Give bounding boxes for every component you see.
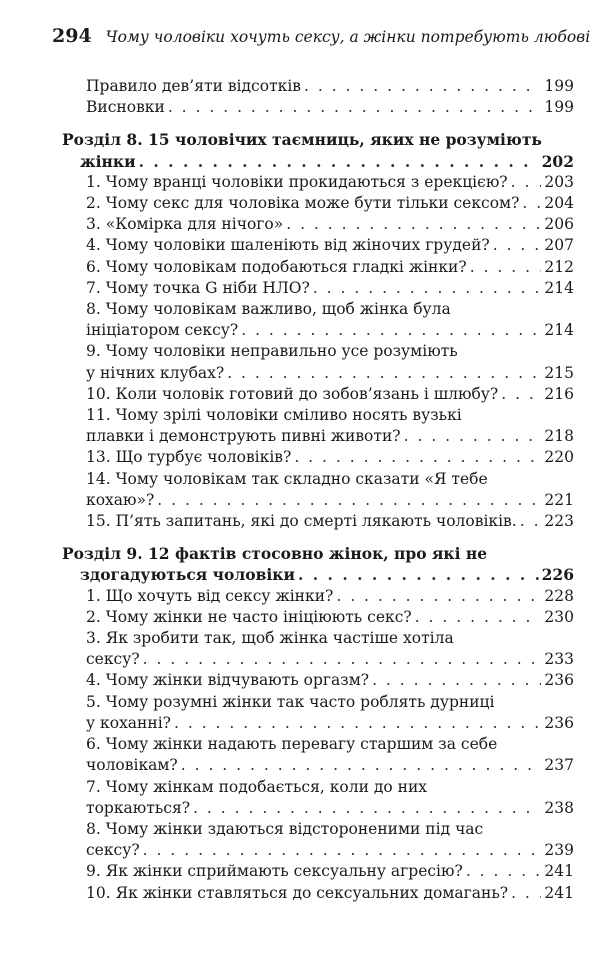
toc-entry <box>62 278 574 299</box>
chapter-title: жінки <box>80 151 136 171</box>
toc-entry-page: 216 <box>544 384 574 403</box>
toc-entry-title: 3. «Комірка для нічого» <box>86 215 284 234</box>
chapter-page: 226 <box>541 565 574 585</box>
toc-entry-page: 237 <box>544 756 574 775</box>
leader-dots <box>227 363 541 384</box>
toc-entry <box>62 798 574 819</box>
toc-entry <box>62 235 574 256</box>
leader-dots <box>143 840 542 861</box>
toc-entry <box>62 649 574 670</box>
toc-entry-page: 236 <box>544 671 574 690</box>
toc-entry-title: 9. Як жінки сприймають сексуальну агресію? <box>86 862 463 881</box>
leader-dots <box>522 193 541 214</box>
toc-entry-page: 214 <box>544 321 574 340</box>
toc-entry-title: 7. Чому точка G ніби НЛО? <box>86 278 310 297</box>
chapter-title: Розділ 9. 12 фактів стосовно жінок, про які не <box>62 544 488 564</box>
leader-dots <box>501 384 541 405</box>
leader-dots <box>174 713 541 734</box>
toc-entry-page: 199 <box>544 98 574 117</box>
toc-entry-title: 10. Коли чоловік готовий до зобов’язань і шлюбу? <box>86 384 499 403</box>
toc-entry-page: 221 <box>544 490 574 509</box>
toc-entry <box>62 511 574 532</box>
page-number: 294 <box>52 25 92 47</box>
leader-dots <box>157 490 541 511</box>
toc-entry-title: 7. Чому жінкам подобається, коли до них <box>86 777 428 796</box>
toc-entry <box>62 447 574 468</box>
toc-entry-title: 15. П’ять запитань, які до смерті лякають чоловіків. <box>86 512 517 531</box>
toc-entry <box>62 586 574 607</box>
toc-entry-title: Правило дев’яти відсотків <box>86 77 302 95</box>
chapter-title: здогадуються чоловіки <box>80 565 295 585</box>
toc-entry-title: 1. Що хочуть від сексу жінки? <box>86 586 334 605</box>
leader-dots <box>511 883 541 904</box>
toc-entry-page: 236 <box>544 713 574 732</box>
chapter-title: Розділ 8. 15 чоловічих таємниць, яких не розуміють <box>62 130 542 150</box>
toc-entry <box>62 883 574 904</box>
leader-dots <box>286 214 541 235</box>
toc-entry-title: ініціатором сексу? <box>86 321 239 340</box>
leader-dots <box>193 798 541 819</box>
toc-entry-page: 230 <box>544 607 574 626</box>
toc-entry <box>62 384 574 405</box>
toc-entry-title: 10. Як жінки ставляться до сексуальних домагань? <box>86 883 509 902</box>
toc-entry <box>62 214 574 235</box>
toc-entry-page: 199 <box>544 77 574 95</box>
leader-dots <box>168 97 542 118</box>
table-of-contents <box>62 76 574 904</box>
toc-entry-page: 206 <box>544 215 574 234</box>
leader-dots <box>298 564 539 585</box>
chapter-title-last-line <box>62 151 574 172</box>
leader-dots <box>404 426 542 447</box>
leader-dots <box>294 447 541 468</box>
toc-entry <box>62 363 574 384</box>
toc-entry-title: у нічних клубах? <box>86 363 225 382</box>
toc-entry <box>62 193 574 214</box>
running-title: Чому чоловіки хочуть сексу, а жінки потребують любові <box>105 28 591 46</box>
leader-dots <box>241 320 541 341</box>
toc-entry-page: 241 <box>544 883 574 902</box>
toc-entry-page: 238 <box>544 798 574 817</box>
leader-dots <box>415 607 542 628</box>
toc-entry <box>62 97 574 118</box>
toc-entry-page: 215 <box>544 363 574 382</box>
toc-entry <box>62 76 574 97</box>
toc-entry <box>62 320 574 341</box>
toc-entry-title: 3. Як зробити так, щоб жінка частіше хотіла <box>86 629 454 648</box>
toc-entry <box>62 257 574 278</box>
leader-dots <box>372 670 541 691</box>
leader-dots <box>336 586 541 607</box>
toc-entry <box>62 840 574 861</box>
toc-entry-page: 218 <box>544 427 574 446</box>
toc-entry <box>62 670 574 691</box>
toc-entry-title: сексу? <box>86 650 140 669</box>
toc-entry-title: кохаю»? <box>86 490 155 509</box>
chapter-heading-9 <box>62 543 574 585</box>
toc-entry-page: 233 <box>544 650 574 669</box>
running-header <box>52 25 591 47</box>
toc-entry-title: 13. Що турбує чоловіків? <box>86 448 292 467</box>
toc-entry-title: Висновки <box>86 98 165 117</box>
toc-entry-title: 9. Чому чоловіки неправильно усе розуміють <box>86 342 458 361</box>
toc-entry-title: 5. Чому розумні жінки так часто роблять дурниці <box>86 692 495 711</box>
leader-dots <box>493 235 542 256</box>
chapter-title-last-line <box>62 564 574 585</box>
leader-dots <box>511 172 542 193</box>
leader-dots <box>181 755 542 776</box>
chapter-page: 202 <box>541 151 574 171</box>
toc-entry-page: 204 <box>544 194 574 213</box>
toc-entry-title: плавки і демонструють пивні животи? <box>86 427 401 446</box>
toc-entry-title: 1. Чому вранці чоловіки прокидаються з ерекцією? <box>86 172 508 191</box>
toc-entry-title: 4. Чому жінки відчувають оргазм? <box>86 671 370 690</box>
toc-entry-page: 203 <box>544 172 574 191</box>
toc-entry-title: 4. Чому чоловіки шаленіють від жіночих грудей? <box>86 236 490 255</box>
leader-dots <box>520 511 542 532</box>
toc-entry-title: 14. Чому чоловікам так складно сказати «Я тебе <box>86 469 488 488</box>
leader-dots <box>143 649 542 670</box>
toc-entry <box>62 861 574 882</box>
toc-entry-page: 239 <box>544 841 574 860</box>
leader-dots <box>466 861 542 882</box>
toc-entry-page: 214 <box>544 278 574 297</box>
toc-entry-page: 220 <box>544 448 574 467</box>
toc-entry-title: 2. Чому жінки не часто ініціюють секс? <box>86 607 412 626</box>
chapter-heading-8 <box>62 129 574 171</box>
toc-entry-title: 6. Чому жінки надають перевагу старшим за себе <box>86 735 498 754</box>
toc-entry <box>62 490 574 511</box>
toc-entry <box>62 607 574 628</box>
toc-entry-title: торкаються? <box>86 798 191 817</box>
toc-entry-title: 2. Чому секс для чоловіка може бути тільки сексом? <box>86 194 520 213</box>
toc-entry <box>62 426 574 447</box>
toc-entry <box>62 172 574 193</box>
toc-entry-title: сексу? <box>86 841 140 860</box>
toc-entry-title: 8. Чому чоловікам важливо, щоб жінка була <box>86 300 451 319</box>
toc-entry-page: 207 <box>544 236 574 255</box>
toc-entry-page: 241 <box>544 862 574 881</box>
toc-entry-page: 223 <box>544 512 574 531</box>
toc-entry-title: у коханні? <box>86 713 171 732</box>
leader-dots <box>139 151 539 172</box>
toc-entry <box>62 755 574 776</box>
leader-dots <box>470 257 542 278</box>
toc-entry-title: чоловікам? <box>86 756 178 775</box>
toc-entry-title: 8. Чому жінки здаються відстороненими під час <box>86 819 484 838</box>
toc-entry <box>62 713 574 734</box>
toc-entry-page: 212 <box>544 257 574 276</box>
leader-dots <box>304 76 541 97</box>
toc-entry-title: 11. Чому зрілі чоловіки сміливо носять вузькі <box>86 406 462 425</box>
toc-entry-page: 228 <box>544 586 574 605</box>
leader-dots <box>313 278 542 299</box>
toc-entry-title: 6. Чому чоловікам подобаються гладкі жінки? <box>86 257 467 276</box>
